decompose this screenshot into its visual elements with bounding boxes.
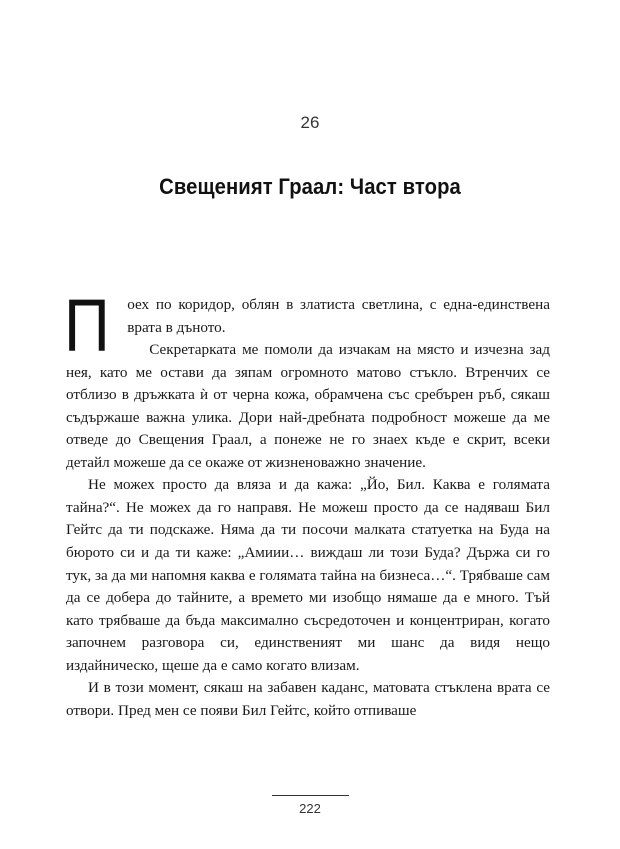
body-text (64, 284, 550, 722)
paragraph-4: И в този момент, сякаш на забавен каданс, матовата стъклена врата се отвори. Пред мен се появи Бил Гейтс, който отпиваше (66, 679, 550, 719)
drop-cap: П (64, 284, 110, 367)
chapter-number: 26 (300, 113, 320, 132)
chapter-title: Свещеният Граал: Част втора (159, 174, 461, 199)
page-number: 222 (299, 801, 321, 816)
paragraph-2: Секретарката ме помоли да изчакам на място и изчезна зад нея, като ме остави да зяпам огромното матово стъкло. Втренчих се отблизо в дръжката ѝ от черна кожа, обрамчена със сребърен ръб, сякаш съдържаше важна улика. Дори най-дребната подробност можеше да ме отведе до Свещения Граал, а понеже не го знаех къде е скрит, всеки детайл можеше да се окаже от жизненоважно значение. (66, 341, 550, 471)
paragraph-3: Не можех просто да вляза и да кажа: „Йо, Бил. Каква е голямата тайна?“. Не можех да го направя. Не можеш просто да се надяваш Бил Гейтс да ти подскаже. Няма да ти посочи малката статуетка на Буда на бюрото си и да ти каже: „Амиии… виждаш ли този Буда? Държа си го тук, за да ми напомня каква е голямата тайна на бизнеса…“. Трябваше сам да се добера до тайните, а времето ми изобщо нямаше да е много. Тъй като трябваше да бъда максимално съсредоточен и концентриран, когато започнем разговора си, единственият ми шанс да видя нещо издайническо, щеше да е само когато влизам. (66, 476, 550, 674)
footer-rule (272, 795, 349, 796)
paragraph-1 (64, 284, 550, 367)
paragraph-1-text: оех по коридор, облян в златиста светлина, с една-единствена врата в дъното. (127, 296, 550, 336)
